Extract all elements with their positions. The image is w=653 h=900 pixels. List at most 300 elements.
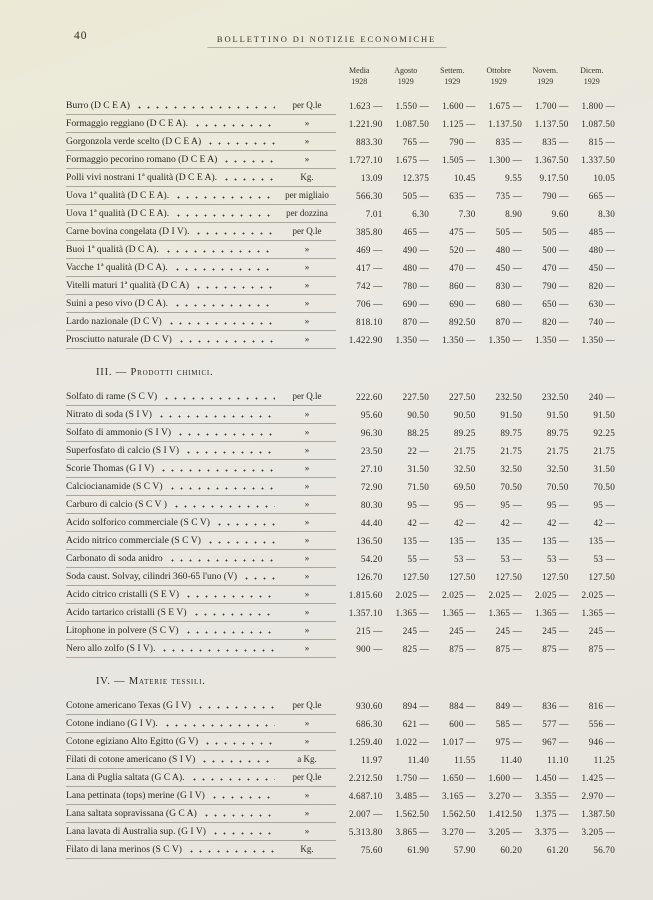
price-value: 1.357.10 (348, 607, 383, 618)
unit-label: » (304, 261, 310, 272)
commodity-label: Cotone indiano (G I V). (66, 717, 158, 729)
page-number: 40 (74, 30, 88, 42)
price-value: 1.505 — (441, 154, 476, 165)
price-value: 1.675 — (488, 100, 522, 111)
price-value: 70.50 (546, 481, 569, 492)
price-value: 22 — (407, 445, 429, 456)
price-value: 222.60 (356, 391, 383, 402)
unit-label: per migliaio (285, 189, 329, 200)
row-left (66, 190, 336, 205)
dot-leader (163, 724, 275, 727)
price-value: 621 — (402, 718, 429, 729)
price-value: 1.137.50 (534, 118, 569, 129)
price-value: 95 — (547, 499, 569, 510)
table-row (66, 331, 615, 349)
table-row (66, 715, 615, 733)
table-row (66, 97, 615, 115)
commodity-label: Carne bovina congelata (D I V). (66, 225, 190, 237)
commodity-label: Litophone in polvere (S C V) (66, 624, 179, 636)
unit-label: » (304, 825, 310, 836)
table-row (66, 697, 615, 715)
row-left (66, 262, 336, 277)
section-title: III. — Prodotti chimici. (96, 366, 214, 378)
price-value: 630 — (588, 298, 615, 309)
commodity-label: Vitelli maturi 1ª qualità (D C A) (66, 279, 190, 291)
price-value: 75.60 (360, 844, 383, 855)
price-value: 650 — (542, 298, 569, 309)
price-value: 54.20 (360, 553, 383, 564)
row-left (66, 172, 336, 187)
row-left (66, 409, 336, 424)
price-value: 11.40 (407, 754, 429, 765)
price-value: 69.50 (453, 481, 476, 492)
price-value: 53 — (454, 553, 476, 564)
dot-leader (203, 742, 275, 745)
price-value: 836 — (542, 700, 569, 711)
price-value: 830 — (495, 280, 522, 291)
price-value: 31.50 (593, 463, 615, 474)
price-value: 1.700 — (534, 100, 569, 111)
price-value: 9.60 (551, 208, 569, 219)
price-value: 585 — (495, 718, 522, 729)
commodity-label: Prosciutto naturale (D C V) (66, 333, 172, 345)
table-row (66, 460, 615, 478)
commodity-label: Solfato di ammonio (S I V) (66, 426, 172, 438)
price-value: 3.270 — (488, 790, 522, 801)
table-column-headers (66, 66, 615, 88)
price-value: 227.50 (402, 391, 429, 402)
price-value: 1.350 — (441, 334, 476, 345)
price-value: 245 — (542, 625, 569, 636)
unit-label: » (304, 588, 310, 599)
commodity-label: Filati di cotone americano (S I V) (66, 753, 196, 765)
unit-label: » (304, 297, 310, 308)
table-row (66, 115, 615, 133)
price-value: 11.25 (593, 754, 615, 765)
price-value: 1.350 — (395, 334, 429, 345)
dot-leader (211, 832, 275, 835)
dot-leader (196, 706, 275, 709)
dot-leader (222, 178, 275, 181)
price-value: 975 — (495, 736, 522, 747)
price-value: 465 — (402, 226, 429, 237)
price-value: 790 — (542, 190, 569, 201)
price-value: 127.50 (495, 571, 522, 582)
dot-leader (210, 796, 275, 799)
price-value: 232.50 (495, 391, 522, 402)
price-value: 95 — (454, 499, 476, 510)
commodity-label: Suini a peso vivo (D C A). (66, 297, 169, 309)
row-left (66, 334, 336, 349)
price-value: 11.55 (454, 754, 476, 765)
price-value: 470 — (542, 262, 569, 273)
price-value: 815 — (588, 136, 615, 147)
row-left (66, 844, 336, 859)
unit-label: Kg. (300, 171, 314, 182)
price-value: 42 — (593, 517, 615, 528)
column-header (569, 66, 616, 88)
price-value: 3.270 — (441, 826, 476, 837)
unit-label: » (304, 444, 310, 455)
price-value: 1.650 — (441, 772, 476, 783)
dot-leader (135, 106, 275, 109)
unit-label: per Q.le (292, 99, 322, 110)
price-value: 127.50 (542, 571, 569, 582)
unit-label: » (304, 117, 310, 128)
price-value: 490 — (402, 244, 429, 255)
table-row (66, 550, 615, 568)
price-value: 136.50 (356, 535, 383, 546)
price-value: 875 — (495, 643, 522, 654)
price-value: 135 — (495, 535, 522, 546)
price-value: 900 — (356, 643, 383, 654)
price-value: 469 — (356, 244, 383, 255)
unit-label: » (304, 624, 310, 635)
unit-label: » (304, 480, 310, 491)
price-value: 849 — (495, 700, 522, 711)
dot-leader (173, 268, 275, 271)
price-value: 2.025 — (581, 589, 615, 600)
table-row (66, 568, 615, 586)
unit-label: » (304, 552, 310, 563)
price-value: 825 — (402, 643, 429, 654)
price-value: 475 — (449, 226, 476, 237)
price-value: 127.50 (402, 571, 429, 582)
row-left (66, 481, 336, 496)
table-row (66, 442, 615, 460)
price-value: 2.007 — (348, 808, 383, 819)
dot-leader (164, 250, 275, 253)
unit-label: » (304, 462, 310, 473)
price-value: 1.422.90 (348, 334, 383, 345)
price-value: 2.212.50 (348, 772, 383, 783)
dot-leader (193, 124, 275, 127)
commodity-label: Formaggio pecorino romano (D C E A) (66, 153, 218, 165)
price-value: 89.25 (453, 427, 476, 438)
dot-leader (194, 232, 275, 235)
price-value: 3.355 — (534, 790, 569, 801)
unit-label: » (304, 534, 310, 545)
commodity-label: Nitrato di soda (S I V) (66, 408, 152, 420)
price-value: 2.025 — (441, 589, 476, 600)
price-value: 706 — (356, 298, 383, 309)
price-value: 875 — (588, 643, 615, 654)
price-value: 875 — (449, 643, 476, 654)
column-header (429, 66, 476, 88)
price-value: 1.675 — (395, 154, 429, 165)
price-value: 3.205 — (581, 826, 615, 837)
table-row (66, 313, 615, 331)
price-value: 967 — (542, 736, 569, 747)
price-value: 91.50 (546, 409, 569, 420)
unit-label: » (304, 426, 310, 437)
price-value: 10.45 (453, 172, 476, 183)
price-value: 21.75 (593, 445, 615, 456)
price-value: 930.60 (356, 700, 383, 711)
table-row (66, 478, 615, 496)
row-left (66, 517, 336, 532)
price-value: 31.50 (407, 463, 429, 474)
table-body (66, 97, 615, 859)
commodity-label: Acido citrico cristalli (S E V) (66, 588, 180, 600)
dot-leader (168, 487, 275, 490)
commodity-label: Lana pettinata (tops) merine (G I V) (66, 789, 205, 801)
unit-label: » (304, 498, 310, 509)
price-value: 3.205 — (488, 826, 522, 837)
column-header-month: Ottobre (486, 66, 511, 75)
price-value: 1.412.50 (488, 808, 522, 819)
commodity-label: Acido tartarico cristalli (S E V) (66, 606, 187, 618)
table-row (66, 532, 615, 550)
price-value: 1.367.50 (534, 154, 569, 165)
row-left (66, 298, 336, 313)
price-value: 7.30 (458, 208, 476, 219)
price-value: 53 — (593, 553, 615, 564)
dot-leader (206, 541, 275, 544)
table-row (66, 277, 615, 295)
price-value: 232.50 (542, 391, 569, 402)
price-value: 1.300 — (488, 154, 522, 165)
price-value: 680 — (495, 298, 522, 309)
price-value: 505 — (495, 226, 522, 237)
unit-label: per Q.le (292, 225, 322, 236)
price-value: 126.70 (356, 571, 383, 582)
price-value: 8.30 (598, 208, 615, 219)
dot-leader (184, 631, 275, 634)
table-row (66, 823, 615, 841)
commodity-label: Lardo nazionale (D C V) (66, 315, 162, 327)
price-value: 1.125 — (441, 118, 476, 129)
unit-label: » (304, 135, 310, 146)
price-value: 135 — (588, 535, 615, 546)
price-value: 21.75 (546, 445, 569, 456)
column-header-year: 1929 (490, 76, 507, 86)
table-row (66, 769, 615, 787)
price-value: 1.022 — (395, 736, 429, 747)
row-left (66, 772, 336, 787)
row-left (66, 643, 336, 658)
table-row (66, 133, 615, 151)
column-header-month: Novem. (532, 66, 559, 75)
price-value: 135 — (542, 535, 569, 546)
price-value: 12.375 (402, 172, 429, 183)
dot-leader (202, 814, 275, 817)
price-value: 53 — (547, 553, 569, 564)
price-value: 57.90 (453, 844, 476, 855)
column-header-spacer (66, 66, 336, 88)
row-left (66, 136, 336, 151)
price-value: 21.75 (453, 445, 476, 456)
dot-leader (172, 505, 275, 508)
row-left (66, 754, 336, 769)
table-row (66, 424, 615, 442)
price-value: 44.40 (360, 517, 383, 528)
price-value: 870 — (402, 316, 429, 327)
table-row (66, 295, 615, 313)
dot-leader (194, 286, 275, 289)
price-value: 870 — (495, 316, 522, 327)
price-value: 2.025 — (534, 589, 569, 600)
commodity-label: Burro (D C E A) (66, 99, 130, 111)
price-value: 577 — (542, 718, 569, 729)
dot-leader (184, 451, 275, 454)
dot-leader (176, 433, 275, 436)
row-left (66, 535, 336, 550)
price-value: 892.50 (449, 316, 476, 327)
unit-label: » (304, 315, 310, 326)
column-header-month: Dicem. (580, 66, 604, 75)
unit-label: » (304, 333, 310, 344)
price-value: 740 — (588, 316, 615, 327)
price-value: 80.30 (360, 499, 383, 510)
price-value: 32.50 (500, 463, 522, 474)
price-value: 1.425 — (581, 772, 615, 783)
dot-leader (222, 160, 275, 163)
dot-leader (173, 304, 275, 307)
table-row (66, 805, 615, 823)
price-value: 3.165 — (441, 790, 476, 801)
price-value: 245 — (495, 625, 522, 636)
commodity-label: Carburo di calcio (S C V ) (66, 498, 167, 510)
price-value: 1.017 — (441, 736, 476, 747)
price-value: 245 — (402, 625, 429, 636)
row-left (66, 808, 336, 823)
commodity-label: Acido solforico commerciale (S C V) (66, 516, 210, 528)
price-value: 1.550 — (395, 100, 429, 111)
price-value: 1.087.50 (395, 118, 429, 129)
row-left (66, 427, 336, 442)
price-value: 816 — (588, 700, 615, 711)
price-value: 3.485 — (395, 790, 429, 801)
price-value: 686.30 (356, 718, 383, 729)
dot-leader (157, 415, 275, 418)
unit-label: » (304, 735, 310, 746)
price-value: 1.137.50 (488, 118, 522, 129)
price-value: 566.30 (356, 190, 383, 201)
row-left (66, 118, 336, 133)
row-left (66, 208, 336, 223)
price-value: 95.60 (360, 409, 383, 420)
price-value: 95 — (593, 499, 615, 510)
price-value: 7.01 (365, 208, 383, 219)
price-value: 21.75 (500, 445, 522, 456)
price-value: 27.10 (360, 463, 383, 474)
price-value: 1.350 — (534, 334, 569, 345)
price-value: 480 — (402, 262, 429, 273)
price-value: 245 — (449, 625, 476, 636)
table-row (66, 514, 615, 532)
price-value: 385.80 (356, 226, 383, 237)
dot-leader (159, 469, 275, 472)
row-left (66, 280, 336, 295)
commodity-label: Formaggio reggiano (D C E A). (66, 117, 189, 129)
price-value: 89.75 (546, 427, 569, 438)
column-header (336, 66, 383, 88)
price-value: 1.350 — (581, 334, 615, 345)
price-value: 96.30 (360, 427, 383, 438)
unit-label: » (304, 807, 310, 818)
commodity-label: Acido nitrico commerciale (S C V) (66, 534, 201, 546)
price-value: 820 — (588, 280, 615, 291)
table-row (66, 640, 615, 658)
column-header-month: Settem. (440, 66, 465, 75)
price-value: 70.50 (593, 481, 615, 492)
commodity-label: Polli vivi nostrani 1ª qualità (D C E A). (66, 171, 218, 183)
column-header (476, 66, 523, 88)
price-value: 1.365 — (581, 607, 615, 618)
price-value: 470 — (449, 262, 476, 273)
row-left (66, 589, 336, 604)
price-value: 1.337.50 (581, 154, 615, 165)
row-left (66, 700, 336, 715)
price-value: 9.17.50 (539, 172, 569, 183)
row-left (66, 154, 336, 169)
commodity-label: Lana saltata sopravissana (G C A) (66, 807, 197, 819)
price-value: 61.90 (407, 844, 429, 855)
price-value: 835 — (495, 136, 522, 147)
table-row (66, 787, 615, 805)
price-value: 10.05 (593, 172, 615, 183)
row-left (66, 826, 336, 841)
row-left (66, 244, 336, 259)
price-value: 3.865 — (395, 826, 429, 837)
table-row (66, 841, 615, 859)
dot-leader (192, 613, 275, 616)
column-header-month: Media (349, 66, 370, 75)
column-header (522, 66, 569, 88)
price-value: 9.55 (505, 172, 522, 183)
unit-label: » (304, 243, 310, 254)
column-header-year: 1929 (397, 76, 414, 86)
table-row (66, 751, 615, 769)
price-value: 71.50 (407, 481, 429, 492)
price-value: 90.50 (453, 409, 476, 420)
unit-label: » (304, 516, 310, 527)
price-value: 450 — (588, 262, 615, 273)
price-value: 5.313.80 (348, 826, 383, 837)
price-value: 2.025 — (395, 589, 429, 600)
table-row (66, 205, 615, 223)
table-row (66, 733, 615, 751)
price-value: 417 — (356, 262, 383, 273)
dot-leader (177, 340, 275, 343)
price-value: 883.30 (356, 136, 383, 147)
price-value: 135 — (449, 535, 476, 546)
unit-label: per Q.le (292, 699, 322, 710)
commodity-label: Nero allo zolfo (S I V). (66, 642, 156, 654)
price-value: 790 — (542, 280, 569, 291)
unit-label: » (304, 642, 310, 653)
price-value: 818.10 (356, 316, 383, 327)
price-value: 55 — (407, 553, 429, 564)
price-value: 8.90 (505, 208, 522, 219)
price-value: 480 — (495, 244, 522, 255)
dot-leader (167, 322, 275, 325)
price-value: 11.97 (361, 754, 383, 765)
price-value: 4.687.10 (348, 790, 383, 801)
price-value: 946 — (588, 736, 615, 747)
price-value: 450 — (495, 262, 522, 273)
column-header-year: 1929 (537, 76, 554, 86)
price-value: 42 — (407, 517, 429, 528)
price-value: 91.50 (593, 409, 615, 420)
row-left (66, 100, 336, 115)
price-value: 127.50 (588, 571, 615, 582)
row-left (66, 790, 336, 805)
row-left (66, 571, 336, 586)
price-value: 1.365 — (441, 607, 476, 618)
price-value: 91.50 (500, 409, 522, 420)
